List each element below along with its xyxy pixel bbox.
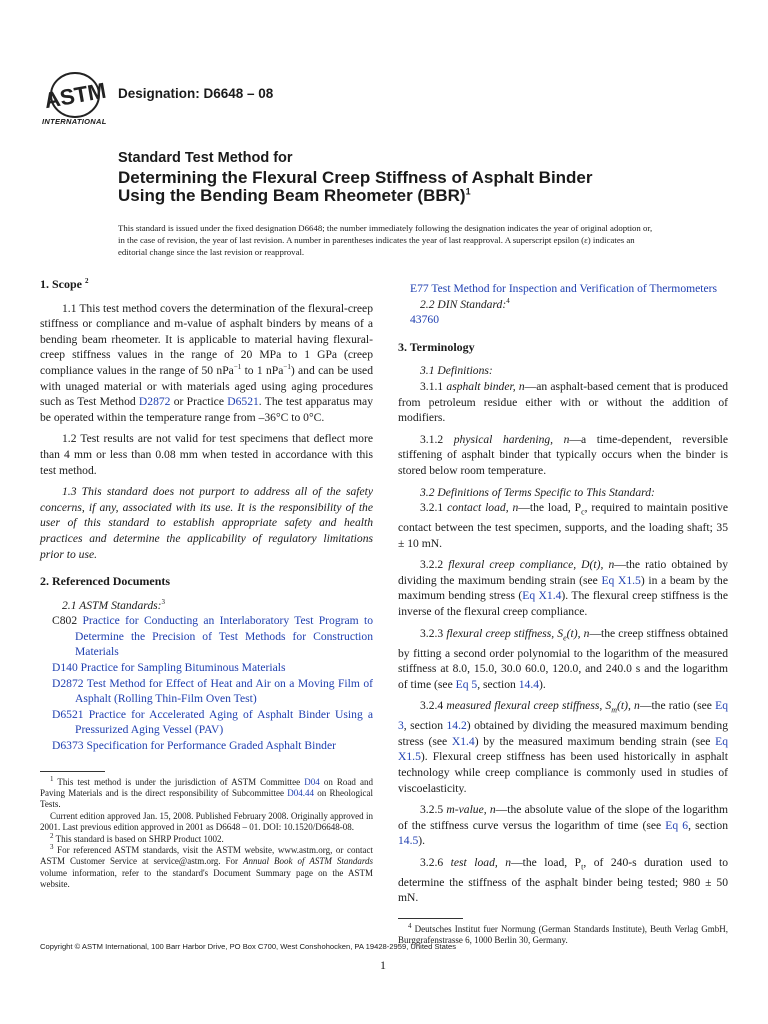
title-line1: Standard Test Method for	[118, 150, 293, 166]
ref-e77	[398, 281, 728, 297]
title-line3-text: Using the Bending Beam Rheometer (BBR)	[118, 186, 466, 205]
term: (t), n	[566, 626, 590, 640]
intro-note: This standard is issued under the fixed designation D6648; the number immediately following the designation indicates the year of original adoption or, in the case of revision, the year of last revision. A number in parentheses indicates the year of last reapproval. A superscript epsilon (ε) indicates an editorial change since the last revision or reapproval.	[118, 223, 653, 258]
num: 3.2.1	[420, 501, 444, 515]
text: —a time-dependent, reversible stiffening of asphalt binder that typically occurs when the binder is stored below room temperature.	[398, 432, 728, 477]
sup: 4	[506, 296, 510, 305]
sub: m	[611, 705, 618, 715]
text: —an asphalt-based cement that is produced from petroleum residue either with or without the addition of modifiers.	[398, 379, 728, 425]
text: —the creep stiffness obtained by fitting a second order polynomial to the logarithm of the measured stiffness at 8.0, 15.0, 30.0 60.0, 120.0, and 240.0 s and the logarithm of time (see	[398, 626, 728, 691]
text: , section	[477, 677, 519, 691]
din-label	[398, 297, 728, 313]
text: 2.1 ASTM Standards:	[62, 598, 162, 612]
ref-list	[40, 613, 373, 753]
logo-text: INTERNATIONAL	[42, 117, 107, 126]
ref-title[interactable]: Specification for Performance Graded Asphalt Binder	[86, 739, 336, 753]
term: test load, n	[450, 855, 512, 869]
footnote-rule-right	[398, 918, 463, 919]
def-3-1-2	[398, 432, 728, 479]
link-eq-3[interactable]: Eq 3	[398, 699, 728, 733]
designation: Designation: D6648 – 08	[118, 86, 274, 101]
text: ) in a beam by the maximum bending stress (	[398, 573, 728, 603]
link-d6521[interactable]: D6521	[227, 395, 259, 409]
footnote-1	[40, 774, 373, 811]
num: 3.1.1	[420, 379, 444, 393]
sub: e	[563, 632, 567, 642]
sup: 2	[50, 831, 54, 840]
link-eq-x1-4[interactable]: Eq X1.4	[522, 589, 562, 603]
copyright: Copyright © ASTM International, 100 Barr Harbor Drive, PO Box C700, West Conshohocken, PA 19428-2959, United States	[40, 942, 457, 951]
sub: c	[581, 507, 585, 517]
text: ).	[418, 834, 426, 848]
sup: 4	[408, 922, 412, 931]
text: ). Flexural creep stiffness has been used historically in asphalt technology while creep compliance is commonly used in studies of viscoelasticity.	[398, 750, 728, 795]
def-3-2-3	[398, 626, 728, 693]
svg-text:ASTM: ASTM	[42, 77, 108, 114]
para-1-1	[40, 301, 373, 426]
scope-heading-text: 1. Scope	[40, 277, 82, 291]
text: , required to maintain positive contact between the test specimen, supports, and the loading shaft; 35 ± 10 mN.	[398, 501, 728, 550]
footnote-3	[40, 845, 373, 891]
def-3-1	[398, 363, 728, 379]
text: —the ratio (see	[639, 699, 716, 713]
text: Deutsches Institut fuer Normung (German Standards Institute), Beuth Verlag GmbH, Burggrafenstrasse 6, 1000 Berlin 30, Germany.	[398, 924, 728, 946]
num: 3.2.2	[420, 558, 444, 572]
ref-item	[52, 707, 373, 738]
ref-code[interactable]: D6521	[52, 707, 84, 721]
sup: 3	[161, 597, 166, 606]
footnote-1-current: Current edition approved Jan. 15, 2008. Published February 2008. Originally approved in 2001. Last previous edition approved in 2001 as D6648 – 01. DOI: 10.1520/D6648-08.	[40, 810, 373, 833]
ref-code[interactable]: D6373	[52, 739, 84, 753]
ref-code[interactable]: D140	[52, 661, 78, 675]
text: 1.1 This test method covers the determination of the flexural-creep stiffness or compliance and m-value of asphalt binders by means of a bending beam rheometer. It is applicable to material having flexural-creep stiffness values in the range of 20 MPa to 1 GPa (creep compliance values in the range of 50 nPa	[40, 301, 373, 377]
def-3-2-5	[398, 802, 728, 849]
text: ). The flexural creep stiffness is the inverse of the flexural creep compliance.	[398, 589, 728, 618]
ref-code[interactable]: D2872	[52, 676, 84, 690]
def-3-2-2	[398, 557, 728, 619]
sup: −1	[233, 363, 242, 372]
text: —the ratio obtained by dividing the maximum bending strain (see	[398, 558, 728, 587]
num: 3.2.4	[420, 699, 444, 713]
text: ) obtained by dividing the measured maximum bending stress (see	[398, 719, 728, 748]
ref-title[interactable]: Practice for Conducting an Interlaboratory Test Program to Determine the Precision of Test Methods for Construction Materials	[75, 614, 373, 659]
text: , section	[688, 818, 728, 832]
link-d04[interactable]: D04	[304, 776, 320, 787]
term: measured flexural creep stiffness, S	[446, 699, 612, 713]
ref-e77-title[interactable]: Test Method for Inspection and Verification of Thermometers	[431, 282, 718, 295]
ref-item	[52, 676, 373, 707]
def-3-1-1	[398, 379, 728, 426]
scope-mark: 2	[85, 277, 89, 285]
term: physical hardening, n	[453, 432, 570, 446]
num: 3.1.2	[420, 432, 444, 446]
sup: −1	[283, 363, 291, 372]
term: asphalt binder, n	[446, 379, 525, 393]
text: . The test apparatus may be operated within the temperature range from –36°C to 0°C.	[40, 395, 373, 424]
link-43760[interactable]: 43760	[410, 313, 439, 327]
ref-code: C802	[52, 614, 78, 628]
num: 3.2.5	[420, 803, 444, 817]
def-3-2	[398, 485, 728, 501]
page-number: 1	[380, 958, 386, 972]
text: —the load, P	[518, 501, 582, 515]
link-d2872[interactable]: D2872	[138, 395, 171, 409]
text: 3.2 Definitions of Terms Specific to This Standard:	[420, 485, 655, 499]
link-14-2[interactable]: 14.2	[446, 719, 467, 733]
term: contact load, n	[447, 501, 519, 515]
footnotes-left	[40, 774, 374, 891]
ref-item	[52, 613, 373, 660]
text: —the load, P	[511, 855, 582, 869]
num: 3.2.6	[420, 855, 444, 869]
link-eq-6[interactable]: Eq 6	[665, 818, 689, 832]
din-code	[398, 312, 728, 328]
footnote-rule	[40, 771, 105, 772]
title-line2: Determining the Flexural Creep Stiffness of Asphalt Binder	[118, 168, 593, 187]
left-column	[40, 277, 373, 891]
title-footnote-mark: 1	[465, 186, 471, 197]
link-14-4[interactable]: 14.4	[518, 677, 540, 691]
text: ) by the measured maximum bending strain (see	[474, 734, 716, 748]
term: m-value, n	[446, 803, 496, 817]
text: 2.2 DIN Standard:	[420, 297, 507, 311]
text: to 1 nPa	[241, 363, 284, 377]
num: 3.2.3	[420, 626, 444, 640]
text: volume information, refer to the standard's Document Summary page on the ASTM website.	[40, 867, 373, 890]
def-3-2-4	[398, 698, 728, 796]
ref-item	[52, 660, 373, 676]
text: This test method is under the jurisdiction of ASTM Committee	[57, 776, 305, 787]
def-3-2-1	[398, 500, 728, 551]
link-eq-x1-5b[interactable]: Eq X1.5	[398, 734, 728, 764]
text: This standard is based on SHRP Product 1002.	[55, 833, 224, 844]
ref-item	[52, 738, 373, 754]
sub: t	[581, 862, 584, 872]
term: flexural creep compliance, D(t), n	[448, 558, 615, 572]
text: on Road and Paving Materials and is the direct responsibility of Subcommittee	[40, 776, 373, 799]
link-d04-44[interactable]: D04.44	[287, 788, 314, 799]
sup: 3	[50, 843, 54, 852]
link-eq-5[interactable]: Eq 5	[455, 677, 478, 691]
italic-text: Annual Book of ASTM Standards	[243, 856, 374, 867]
text: —the absolute value of the slope of the logarithm of the stiffness curve versus the logarithm of time (see	[398, 803, 729, 832]
ref-title[interactable]: Test Method for Effect of Heat and Air on a Moving Film of Asphalt (Rolling Thin-Film Oven Test)	[75, 676, 373, 706]
text: For referenced ASTM standards, visit the ASTM website, www.astm.org, or contact ASTM Customer Service at service@astm.org. For	[40, 845, 374, 867]
text: , of 240-s duration used to determine the stiffness of the asphalt binder being tested; 980 ± 50 mN.	[398, 855, 728, 905]
astm-logo	[40, 70, 110, 132]
link-14-5[interactable]: 14.5	[398, 834, 419, 848]
text: ) and can be used with unaged material or with materials aged using aging procedures such as Test Method	[40, 363, 373, 409]
term: flexural creep stiffness, S	[446, 626, 564, 640]
link-x1-4[interactable]: X1.4	[451, 734, 475, 748]
text: 3.1 Definitions:	[420, 364, 493, 378]
ref-heading: 2. Referenced Documents	[40, 574, 171, 589]
right-column	[398, 281, 728, 947]
text: on Rheological Tests.	[40, 788, 373, 810]
scope-heading	[40, 277, 373, 293]
link-eq-x1-5[interactable]: Eq X1.5	[601, 573, 641, 587]
text: or Practice	[170, 395, 228, 409]
text: ).	[539, 677, 546, 691]
term: (t), n	[617, 699, 640, 713]
para-1-2: 1.2 Test results are not valid for test specimens that deflect more than 4 mm or less than 0.08 mm when tested in accordance with this test method.	[40, 432, 373, 477]
ref-title[interactable]: Practice for Accelerated Aging of Asphalt Binder Using a Pressurized Aging Vessel (PAV)	[75, 707, 373, 737]
ref-2-1	[40, 598, 373, 614]
def-3-2-6	[398, 855, 728, 906]
link-e77[interactable]: E77	[410, 282, 429, 295]
terminology-heading: 3. Terminology	[398, 339, 475, 354]
title-line3	[118, 186, 471, 206]
text: , section	[403, 719, 447, 733]
footnote-2	[40, 831, 373, 845]
para-1-3: 1.3 This standard does not purport to address all of the safety concerns, if any, associated with its use. It is the responsibility of the user of this standard to establish appropriate safety and health practices and determine the applicability of regulatory limitations prior to use.	[40, 485, 373, 561]
ref-title[interactable]: Practice for Sampling Bituminous Materials	[80, 661, 286, 675]
sup: 1	[50, 774, 54, 783]
